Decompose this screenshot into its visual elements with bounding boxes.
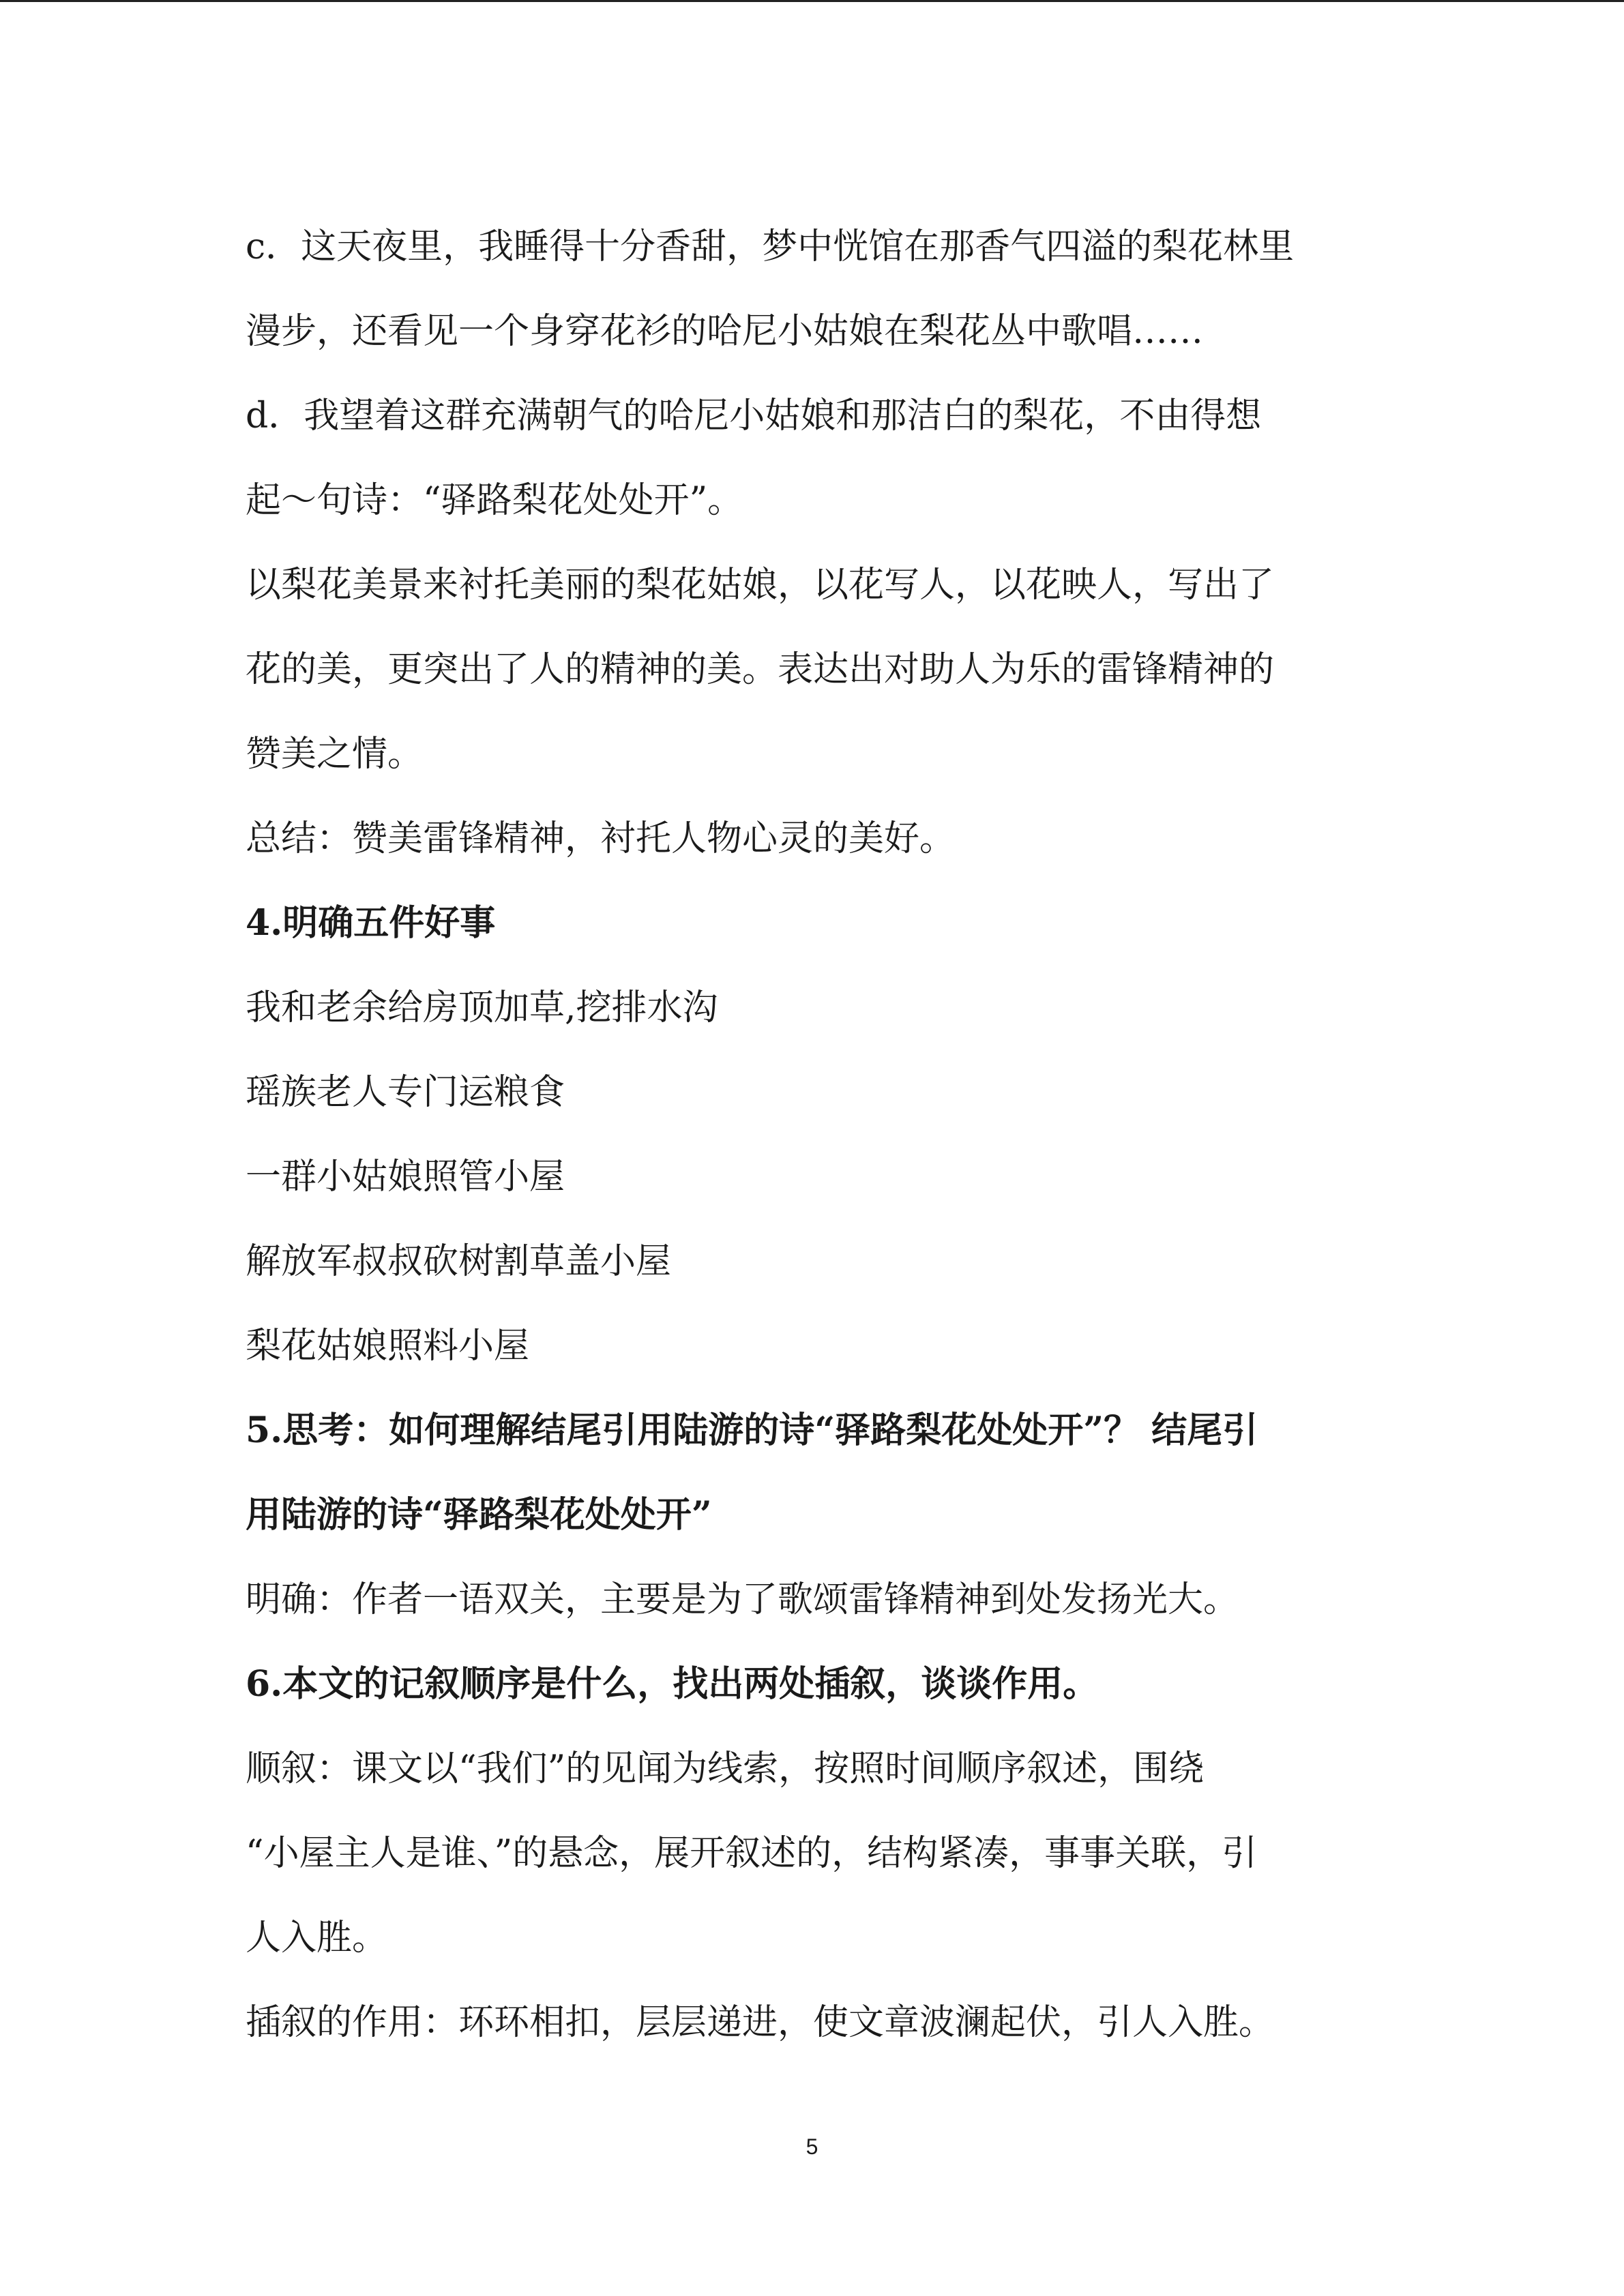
text-line: d．我望着这群充满朝气的哈尼小姑娘和那洁白的梨花，不由得想 [246, 396, 1262, 436]
answer-line: 明确：作者一语双关，主要是为了歌颂雷锋精神到处发扬光大。 [246, 1579, 1239, 1620]
text-line: 插叙的作用：环环相扣，层层递进，使文章波澜起伏，引人入胜。 [246, 2002, 1275, 2043]
section-heading-5-continued: 用陆游的诗“驿路梨花处处开” [246, 1494, 712, 1536]
text-line: 以梨花美景来衬托美丽的梨花姑娘，以花写人，以花映人，写出了 [246, 565, 1275, 606]
list-item: 瑶族老人专门运粮食 [246, 1072, 565, 1113]
text-line: 人入胜。 [246, 1918, 388, 1958]
page-top-border [0, 0, 1624, 2]
section-heading-6: 6.本文的记叙顺序是什么，找出两处插叙，谈谈作用。 [246, 1663, 1099, 1705]
page-number: 5 [806, 2134, 818, 2159]
text-line: 花的美，更突出了人的精神的美。表达出对助人为乐的雷锋精神的 [246, 649, 1275, 690]
list-item: 我和老余给房顶加草,挖排水沟 [246, 987, 718, 1028]
text-line: “小屋主人是谁、”的悬念，展开叙述的，结构紧凑，事事关联，引 [246, 1833, 1258, 1874]
text-line: 漫步，还看见一个身穿花衫的哈尼小姑娘在梨花丛中歌唱…… [246, 311, 1204, 352]
section-heading-4: 4.明确五件好事 [246, 902, 496, 944]
list-item: 一群小姑娘照管小屋 [246, 1157, 565, 1197]
list-item: 梨花姑娘照料小屋 [246, 1326, 530, 1367]
text-line: 起～句诗：“驿路梨花处处开”。 [246, 480, 743, 521]
text-line: c．这天夜里，我睡得十分香甜，梦中恍馆在那香气四溢的梨花林里 [246, 226, 1295, 267]
summary-line: 总结：赞美雷锋精神，衬托人物心灵的美好。 [246, 818, 956, 859]
section-heading-5: 5.思考：如何理解结尾引用陆游的诗“驿路梨花处处开”？ 结尾引 [246, 1410, 1258, 1451]
list-item: 解放军叔叔砍树割草盖小屋 [246, 1241, 672, 1282]
text-line: 顺叙：课文以“我们”的见闻为线索，按照时间顺序叙述，围绕 [246, 1748, 1205, 1789]
text-line: 赞美之情。 [246, 734, 424, 775]
document-body [246, 205, 1391, 2065]
